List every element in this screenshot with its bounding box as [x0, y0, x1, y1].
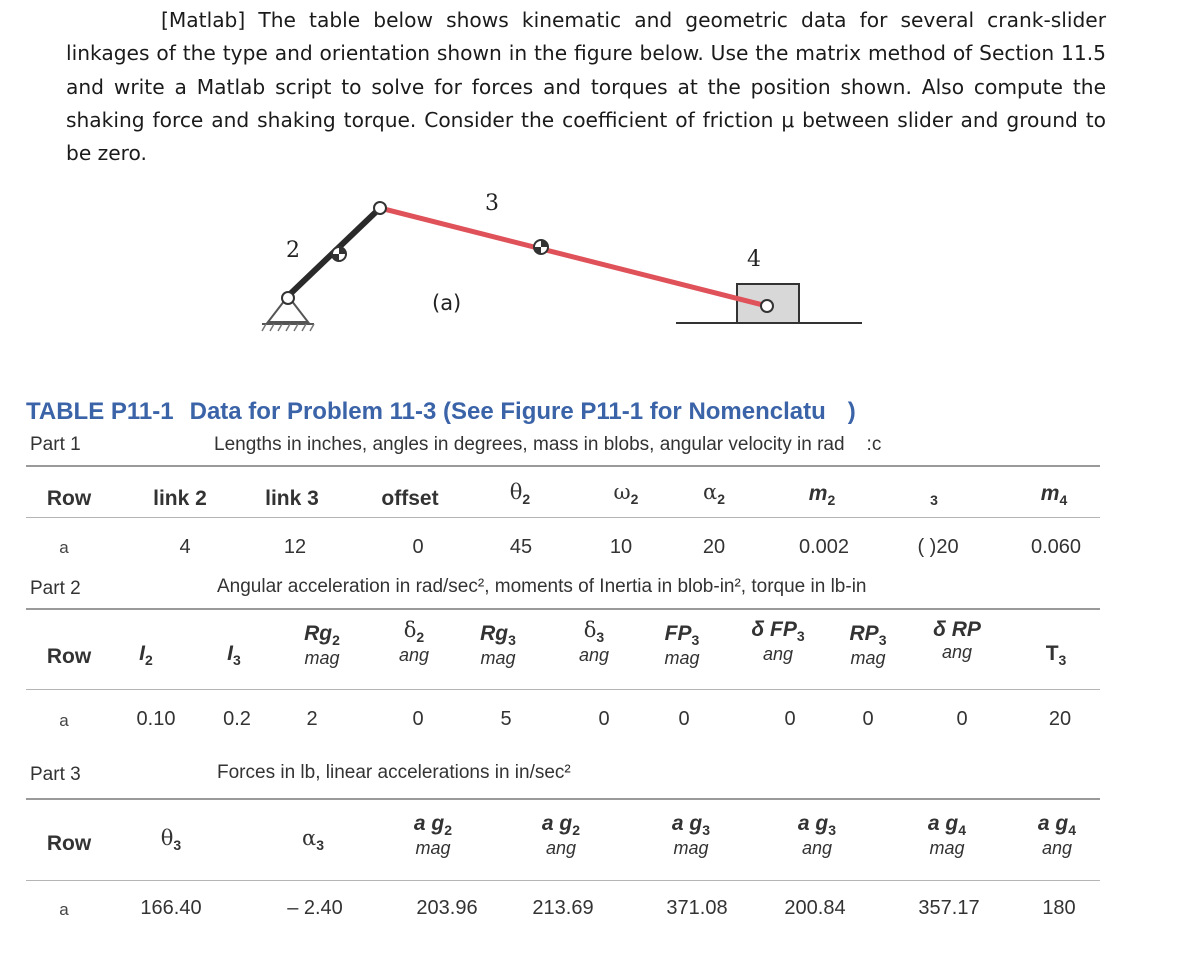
table-title	[26, 398, 856, 426]
p1-header-link2: link 2	[153, 487, 207, 510]
p2-header-delta3: $\delta_3$ ang	[578, 618, 610, 665]
p2-FP3-value: 0	[678, 708, 690, 730]
p1-omega2-value: 10	[609, 536, 633, 558]
p3-header-alpha3: $\alpha_3$	[302, 826, 324, 853]
p2-deltaRP-value: 0	[956, 708, 968, 730]
p3-theta3-value: 166.40	[140, 897, 202, 919]
link-4-label: 4	[747, 247, 761, 272]
p1-header-m4: $m_4$	[1040, 482, 1068, 508]
p2-header-delta2: $\delta_2$ ang	[398, 618, 430, 665]
part-2-header-rule	[26, 689, 1100, 690]
p1-m3-value: ( )20	[917, 536, 959, 558]
p3-header-row: Row	[46, 832, 92, 855]
part-3-header-rule	[26, 880, 1100, 881]
p2-delta2-value: 0	[412, 708, 424, 730]
p2-header-T3: $T_3$	[1045, 642, 1067, 668]
p3-header-ag4-mag: a $g_4$ mag	[927, 812, 967, 858]
p3-header-ag2-ang: a $g_2$ ang	[541, 812, 581, 858]
p2-header-row: Row	[46, 645, 92, 668]
p1-header-link3: link 3	[265, 487, 319, 510]
link-3-cg-symbol	[534, 240, 548, 254]
p3-header-ag3-ang: a $g_3$ ang	[797, 812, 837, 858]
p2-I2-value: 0.10	[136, 708, 176, 730]
p1-header-offset: offset	[381, 487, 439, 510]
p3-header-ag3-mag: a $g_3$ mag	[671, 812, 711, 858]
p1-m4-value: 0.060	[1030, 536, 1082, 558]
p2-header-deltaFP3: δ $FP_3$ ang	[751, 618, 805, 664]
p3-ag4-ang-value: 180	[1042, 897, 1076, 919]
part-2-label: Part 2	[30, 578, 81, 599]
p1-offset-value: 0	[412, 536, 424, 558]
p1-header-m3: 3	[930, 492, 938, 508]
p3-header-ag4-ang: a $g_4$ ang	[1037, 812, 1077, 858]
p3-alpha3-value: – 2.40	[287, 897, 343, 919]
p1-m2-value: 0.002	[798, 536, 850, 558]
p2-header-FP3: $FP_3$ mag	[664, 622, 700, 668]
table-title-text: Data for Problem 11-3 (See Figure P11-1 for Nomenclatu	[189, 398, 826, 425]
p2-header-Rg3: $Rg_3$ mag	[480, 622, 516, 668]
p1-row-label: a	[59, 538, 69, 557]
p1-theta2-value: 45	[509, 536, 533, 558]
p3-ag4-mag-value: 357.17	[918, 897, 980, 919]
p1-header-m2: $m_2$	[808, 482, 836, 508]
p2-deltaFP3-value: 0	[784, 708, 796, 730]
p1-header-alpha2: $\alpha_2$	[703, 480, 725, 507]
slider-pin-joint	[761, 300, 773, 312]
p2-row-label: a	[59, 711, 69, 730]
p3-ag3-mag-value: 371.08	[666, 897, 728, 919]
p1-link2-value: 4	[179, 536, 191, 558]
table-number: TABLE P11-1	[26, 398, 174, 425]
p3-header-theta3: $\theta_3$	[160, 826, 182, 853]
p2-header-deltaRP: δ RP ang	[933, 618, 981, 662]
ground-pivot	[262, 292, 314, 331]
part-1-description-text: Lengths in inches, angles in degrees, mass in blobs, angular velocity in rad	[214, 434, 845, 455]
link-2-label: 2	[286, 238, 300, 263]
link-2-cg-symbol	[332, 247, 346, 261]
p2-T3-value: 20	[1048, 708, 1072, 730]
p1-alpha2-value: 20	[702, 536, 726, 558]
crank-coupler-joint	[374, 202, 386, 214]
part-1-top-rule	[26, 465, 1100, 467]
p3-ag2-mag-value: 203.96	[416, 897, 478, 919]
part-1-description-tail: :c	[866, 434, 882, 455]
link-3-label: 3	[485, 191, 499, 216]
part-2-top-rule	[26, 608, 1100, 610]
crank-slider-figure	[0, 0, 1179, 340]
problem-statement: [Matlab] The table below shows kinematic and geometric data for several crank-slider linkages of the type and orientation shown in the figure below. Use the matrix method of Section 11.5 and write a Matlab script to solve for forces and torques at the position shown. Also compute the shaking force and shaking torque. Consider the coefficient of friction μ between slider and ground to be zero.	[66, 8, 1106, 166]
p1-header-row: Row	[46, 487, 92, 510]
part-2-description: Angular acceleration in rad/sec², moments of Inertia in blob-in², torque in lb-in	[217, 576, 867, 597]
p3-ag3-ang-value: 200.84	[784, 897, 846, 919]
p2-header-I3: $I_3$	[227, 642, 241, 668]
part-1-label: Part 1	[30, 434, 81, 455]
p3-ag2-ang-value: 213.69	[532, 897, 594, 919]
p2-header-I2: $I_2$	[139, 642, 153, 668]
p2-delta3-value: 0	[598, 708, 610, 730]
p2-header-Rg2: $Rg_2$ mag	[304, 622, 340, 668]
p3-header-ag2-mag: a $g_2$ mag	[413, 812, 453, 858]
part-1-header-rule	[26, 517, 1100, 518]
table-title-tail: )	[847, 398, 856, 425]
part-3-label: Part 3	[30, 764, 81, 785]
p2-I3-value: 0.2	[223, 708, 251, 730]
figure-caption: (a)	[432, 291, 462, 315]
part-3-top-rule	[26, 798, 1100, 800]
p2-Rg2-value: 2	[306, 708, 318, 730]
p1-header-theta2: $\theta_2$	[509, 480, 531, 507]
p1-link3-value: 12	[283, 536, 307, 558]
p1-header-omega2: $\omega_2$	[613, 480, 639, 507]
p2-RP3-value: 0	[862, 708, 874, 730]
p2-header-RP3: $RP_3$ mag	[849, 622, 887, 668]
part-3-description: Forces in lb, linear accelerations in in/sec²	[217, 762, 571, 783]
p3-row-label: a	[59, 900, 69, 919]
part-1-description	[214, 434, 881, 456]
p2-Rg3-value: 5	[500, 708, 512, 730]
